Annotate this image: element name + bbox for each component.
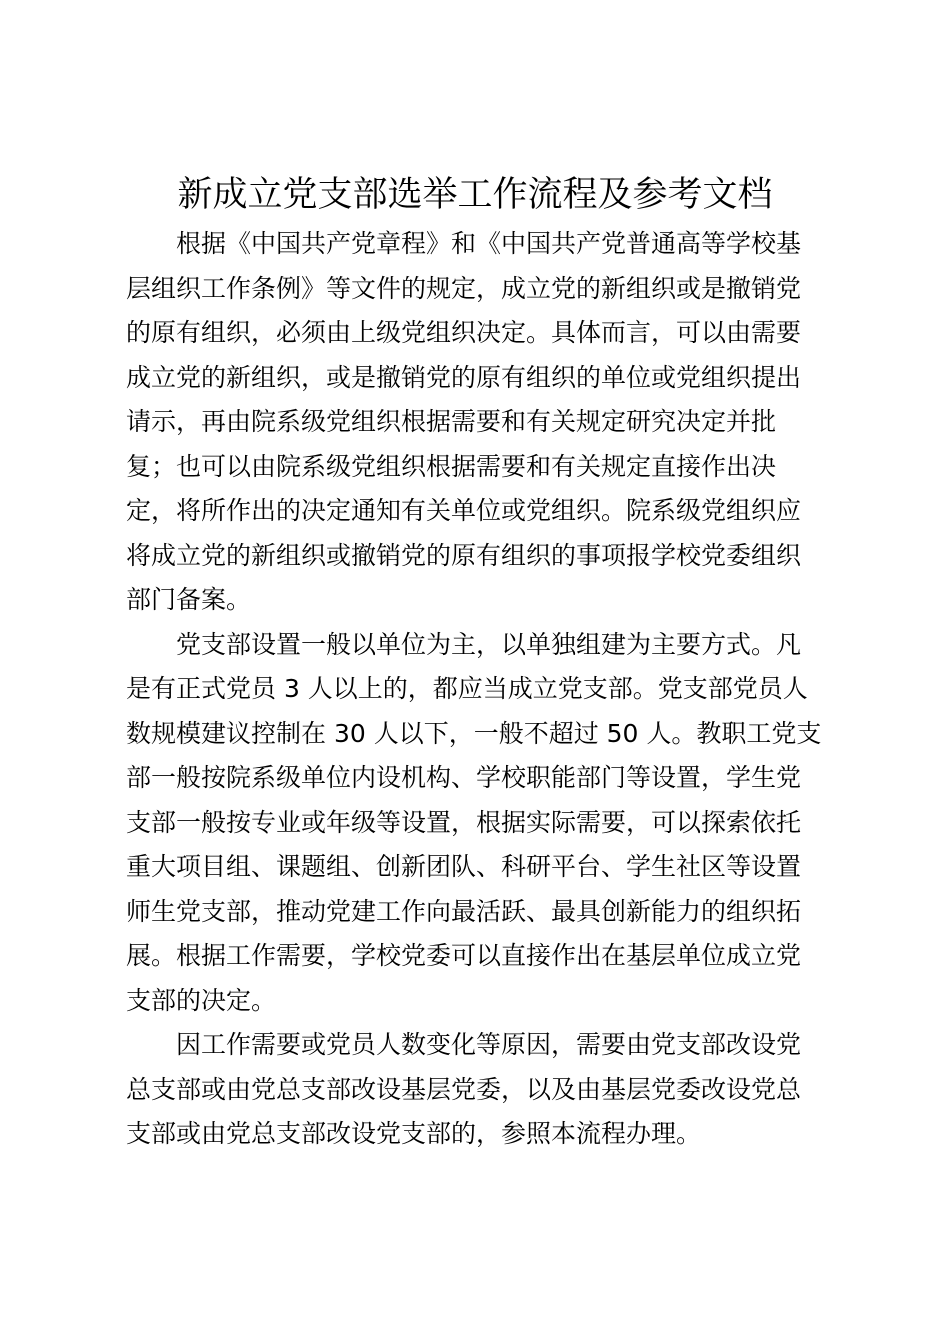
paragraph-3 [126,1023,828,1157]
paragraph-line: 层组织工作条例》等文件的规定，成立党的新组织或是撤销党 [126,273,802,303]
paragraph-line: 将成立党的新组织或撤销党的原有组织的事项报学校党委组织 [126,540,802,570]
paragraph-line: 定，将所作出的决定通知有关单位或党组织。院系级党组织应 [126,496,802,525]
paragraph-line: 支部或由党总支部改设党支部的，参照本流程办理。 [126,1119,702,1148]
paragraph-line: 党支部设置一般以单位为主，以单独组建为主要方式。凡 [176,629,802,659]
document-body [126,222,828,1157]
paragraph-line: 是有正式党员 3 人以上的，都应当成立党支部。党支部党员人 [126,674,808,703]
paragraph-line: 展。根据工作需要，学校党委可以直接作出在基层单位成立党 [126,941,802,970]
paragraph-line: 的原有组织，必须由上级党组织决定。具体而言，可以由需要 [126,318,802,347]
paragraph-line: 总支部或由党总支部改设基层党委，以及由基层党委改设党总 [126,1074,802,1104]
paragraph-line: 成立党的新组织，或是撤销党的原有组织的单位或党组织提出 [126,362,802,392]
paragraph-line: 根据《中国共产党章程》和《中国共产党普通高等学校基 [176,229,802,258]
paragraph-line: 支部的决定。 [126,985,277,1015]
paragraph-line: 请示，再由院系级党组织根据需要和有关规定研究决定并批 [126,407,777,436]
paragraph-line: 部门备案。 [126,585,252,614]
paragraph-line: 复；也可以由院系级党组织根据需要和有关规定直接作出决 [126,451,777,481]
paragraph-line: 数规模建议控制在 30 人以下，一般不超过 50 人。教职工党支 [126,718,822,748]
paragraph-line: 因工作需要或党员人数变化等原因，需要由党支部改设党 [176,1030,802,1059]
paragraph-line: 部一般按院系级单位内设机构、学校职能部门等设置，学生党 [126,763,802,792]
paragraph-line: 重大项目组、课题组、创新团队、科研平台、学生社区等设置 [126,852,802,881]
document-title: 新成立党支部选举工作流程及参考文档 [177,175,773,215]
paragraph-2 [126,623,828,1024]
paragraph-1 [126,222,828,623]
paragraph-line: 师生党支部，推动党建工作向最活跃、最具创新能力的组织拓 [126,896,802,926]
paragraph-line: 支部一般按专业或年级等设置，根据实际需要，可以探索依托 [126,807,802,837]
